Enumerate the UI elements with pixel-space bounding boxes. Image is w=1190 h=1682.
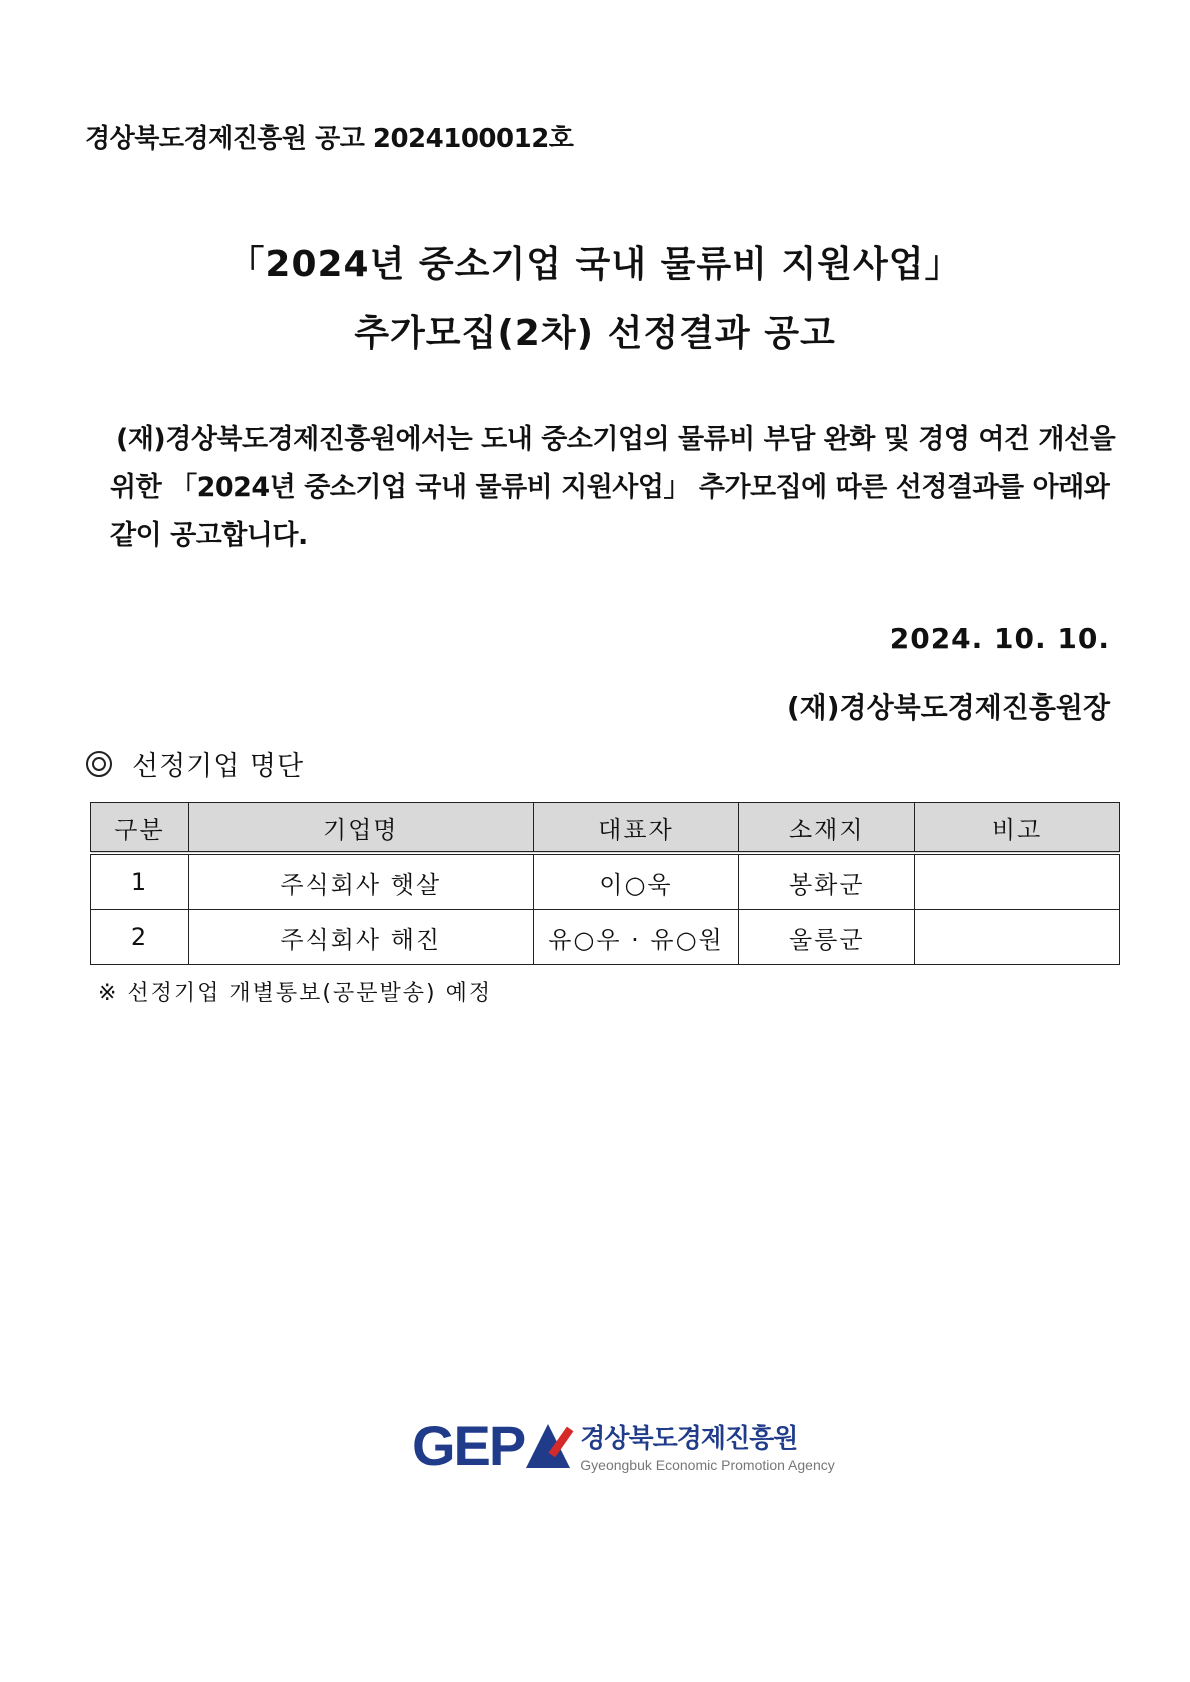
notice-number: 경상북도경제진흥원 공고 2024100012호	[85, 124, 574, 154]
cell-location: 봉화군	[739, 853, 915, 910]
section-heading	[86, 744, 304, 783]
table-row	[91, 910, 1120, 965]
header-company-name: 기업명	[188, 803, 533, 854]
header-remarks: 비고	[915, 803, 1120, 854]
body-paragraph-line1: (재)경상북도경제진흥원에서는 도내 중소기업의 물류비 부담 완화 및 경영 여건 개선을	[116, 424, 1116, 455]
logo-a-icon	[526, 1424, 570, 1468]
cell-remarks	[915, 853, 1120, 910]
cell-category: 1	[91, 853, 189, 910]
cell-representative: 이○욱	[533, 853, 739, 910]
gepa-logo-mark: GEP	[412, 1413, 570, 1478]
issuer-name: (재)경상북도경제진흥원장	[786, 691, 1110, 724]
header-category: 구분	[91, 803, 189, 854]
cell-category: 2	[91, 910, 189, 965]
cell-company-name: 주식회사 해진	[188, 910, 533, 965]
selection-result-table	[90, 802, 1120, 965]
table-header-row	[91, 803, 1120, 854]
header-location: 소재지	[739, 803, 915, 854]
document-title-line1: 「2024년 중소기업 국내 물류비 지원사업」	[228, 244, 962, 285]
logo-text	[580, 1418, 834, 1473]
header-representative: 대표자	[533, 803, 739, 854]
footnote: ※ 선정기업 개별통보(공문발송) 예정	[98, 981, 493, 1006]
notice-date: 2024. 10. 10.	[889, 622, 1110, 655]
body-paragraph-line3: 같이 공고합니다.	[110, 520, 308, 551]
table-row	[91, 853, 1120, 910]
cell-remarks	[915, 910, 1120, 965]
section-heading-text: 선정기업 명단	[132, 751, 305, 782]
document-title-line2: 추가모집(2차) 선정결과 공고	[354, 313, 836, 354]
cell-company-name: 주식회사 햇살	[188, 853, 533, 910]
gepa-logo	[412, 1413, 835, 1478]
body-paragraph-line2: 위한 「2024년 중소기업 국내 물류비 지원사업」 추가모집에 따른 선정결과를 아래와	[110, 472, 1110, 503]
logo-korean-name: 경상북도경제진흥원	[580, 1424, 798, 1454]
logo-english-name: Gyeongbuk Economic Promotion Agency	[580, 1457, 835, 1473]
cell-location: 울릉군	[739, 910, 915, 965]
double-circle-icon	[86, 751, 112, 777]
cell-representative: 유○우 · 유○원	[533, 910, 739, 965]
